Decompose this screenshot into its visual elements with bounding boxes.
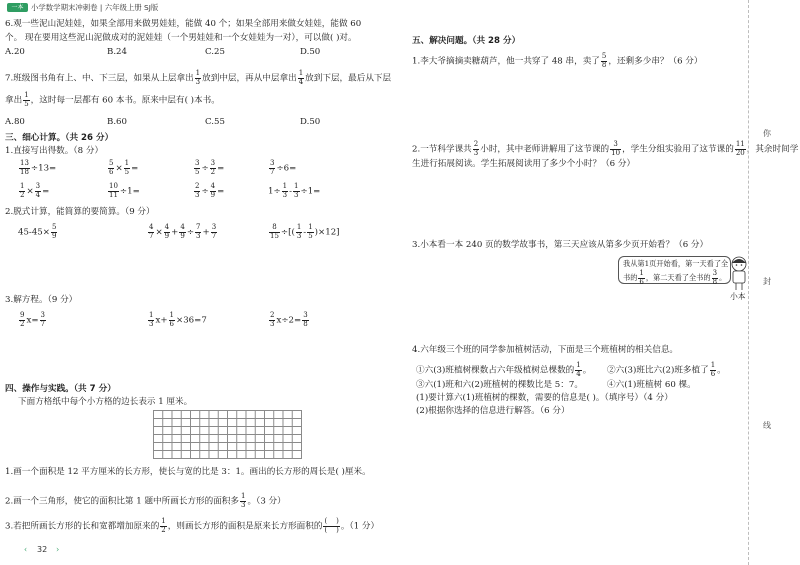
calc-4: $\frac{3}{7}$ ÷6= [270,159,297,176]
section-4-q3: 3.若把所画长方形的长和宽都增加原来的 $\frac{1}{2}$ ，则画长方形的面积是原来长方形面积的 $\frac{( )}{( )}$ 。（1 分） [5,517,380,534]
section-4-intro: 下面方格纸中每个小方格的边长表示 1 厘米。 [18,397,193,407]
fraction: $\frac{1}{4}$ [298,69,304,86]
q6-option-b: B.24 [107,47,127,57]
section-3-part-1: 1.直接写出得数。（8 分） [5,146,104,156]
calc-3: $\frac{3}{5}$ ÷ $\frac{3}{2}$ = [195,159,225,176]
prev-page-icon[interactable]: ‹ [24,545,28,554]
calc-1: $\frac{13}{18}$ ÷13= [20,159,57,176]
section-4-q1: 1.画一个面积是 12 平方厘米的长方形，使长与宽的比是 3：1。画出的长方形的周长是( )厘米。 [5,467,371,477]
margin-char-2: 封 [763,277,771,286]
q7-option-d: D.50 [300,117,321,127]
question-6-line1: 6.观一些泥山泥娃娃，如果全部用来做男娃娃，能做 40 个；如果全部用来做女娃娃，能做 60 [5,19,362,29]
q7-option-a: A.80 [5,117,25,127]
sub-question-2: (2)根据你选择的信息进行解答。（6 分） [416,406,570,416]
q6-option-c: C.25 [205,47,225,57]
equation-2: $\frac{1}{3}$ x+ $\frac{1}{6}$ ×36=7 [149,311,207,328]
calc-10: $\frac{4}{7}$ × $\frac{4}{9}$ + $\frac{4}{9}$ ÷ $\frac{7}{3}$ + $\frac{3}{7}$ [149,223,217,240]
calc-8: 1÷ $\frac{1}{3}$ - $\frac{1}{3}$ ÷1= [268,182,321,199]
binding-line [748,0,749,565]
equation-3: $\frac{2}{3}$ x÷2= $\frac{3}{8}$ [270,311,308,328]
next-page-icon[interactable]: › [56,545,60,554]
calc-5: $\frac{1}{2}$ × $\frac{3}{4}$ = [20,182,50,199]
section-3-part-3: 3.解方程。（9 分） [5,295,78,305]
calc-7: $\frac{2}{3}$ ÷ $\frac{4}{9}$ = [195,182,225,199]
kid-illustration [728,255,750,293]
question-7-line1: 7.班级图书角有上、中、下三层，如果从上层拿出 $\frac{1}{3}$ 放到中层，再从中层拿出 $\frac{1}{4}$ 放到下层，最后从下层 [5,69,392,86]
equation-1: $\frac{9}{2}$ x= $\frac{3}{7}$ [20,311,45,328]
section-3-title: 三、细心计算。（共 26 分） [5,133,114,143]
section-4-q2: 2.画一个三角形，使它的面积比第 1 题中所画长方形的面积多 $\frac{1}{3}$ 。（3 分） [5,492,286,509]
section-3-part-2: 2.脱式计算，能简算的要简算。（9 分） [5,207,155,217]
question-7-line2: 拿出 $\frac{1}{5}$ ，这时每一层都有 60 本书。原来中层有( )本书。 [5,91,220,108]
info-3: ③六(1)班和六(2)班植树的棵数比是 5：7。 [416,380,583,390]
calc-6: $\frac{10}{11}$ ÷1= [109,182,140,199]
page-number: 32 [37,545,48,554]
fraction: $\frac{1}{3}$ [195,69,201,86]
kid-label: 小本 [730,292,746,301]
calc-2: $\frac{5}{6}$ × $\frac{1}{5}$ = [109,159,139,176]
margin-char-3: 线 [763,421,771,430]
problem-3: 3.小本看一本 240 页的数学故事书，第三天应该从第多少页开始看？（6 分） [412,240,709,250]
sub-question-1: (1)要计算六(1)班植树的棵数，需要的信息是( )。（填序号）（4 分） [416,393,673,403]
grid-paper[interactable] [153,410,302,459]
fraction: $\frac{1}{5}$ [24,91,29,108]
question-6-line2: 个。 现在要用这些泥山泥做成对的泥娃娃（一个男娃娃和一个女娃娃为一对），可以做( )对。 [5,33,357,43]
problem-4: 4.六年级三个班的同学参加植树活动，下面是三个班植树的相关信息。 [412,345,679,355]
speech-bubble: 我从第1页开始看，第一天看了全 书的 $\frac{1}{6}$ ，第二天看了全书的 $\frac{3}{8}$ 。 [618,256,731,284]
calc-11: $\frac{8}{15}$ ÷[( $\frac{1}{3}$ - $\frac{1}{5}$ )×12] [270,223,340,240]
q6-option-d: D.50 [300,47,321,57]
info-4: ④六(1)班植树 60 棵。 [607,380,696,390]
problem-2-line1: 2.一节科学课共 $\frac{2}{3}$ 小时，其中老师讲解用了这节课的 $\frac{3}{10}$ ，学生分组实验用了这节课的 $\frac{11}{20}$ ，其余时间学 [412,140,799,157]
brand-badge: 一本 [7,3,28,12]
problem-1: 1.李大爷摘摘卖糖葫芦，他一共穿了 48 串，卖了 $\frac{5}{8}$ ，还剩多少串？（6 分） [412,52,703,69]
page-header-title: 小学数学期末冲刺卷 | 六年级上册 SJ版 [31,3,159,12]
calc-9: 45-45× $\frac{5}{9}$ [18,223,57,240]
problem-2-line2: 生进行拓展阅读。学生拓展阅读用了多少个小时？（6 分） [412,159,636,169]
info-1: ①六(3)班植树棵数占六年级植树总棵数的 $\frac{1}{4}$ 。 [416,361,592,378]
q7-option-c: C.55 [205,117,225,127]
info-2: ②六(3)班比六(2)班多植了 $\frac{1}{6}$ 。 [607,361,726,378]
section-5-title: 五、解决问题。（共 28 分） [412,36,521,46]
q6-option-a: A.20 [5,47,25,57]
q7-option-b: B.60 [107,117,127,127]
section-4-title: 四、操作与实践。（共 7 分） [5,384,116,394]
margin-char-1: 你 [763,129,771,138]
